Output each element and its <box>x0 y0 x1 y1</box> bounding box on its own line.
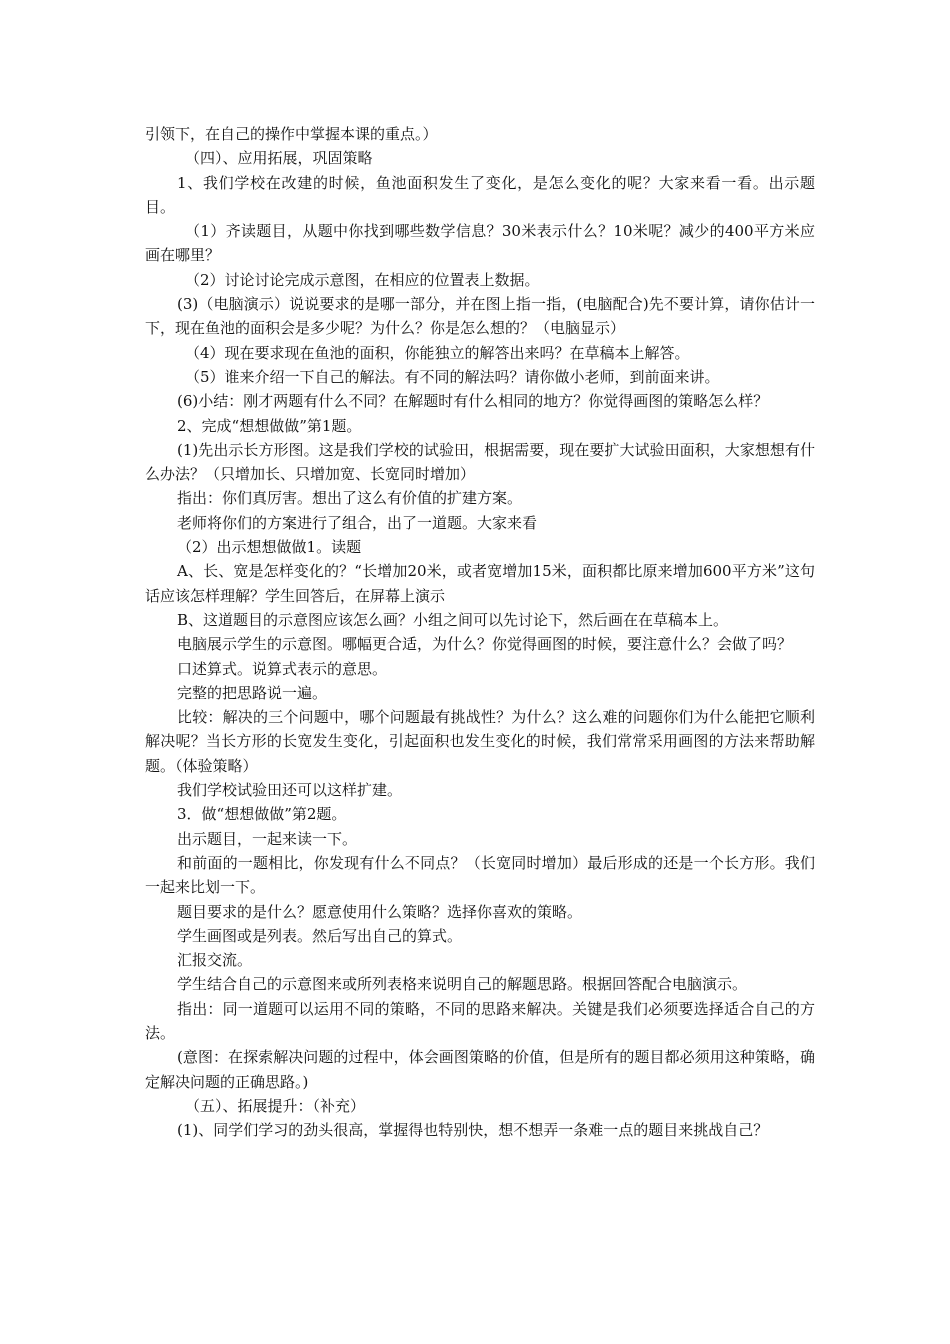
paragraph-item-1: 1、我们学校在改建的时候，鱼池面积发生了变化，是怎么变化的呢？大家来看一看。出示题目。 <box>145 173 815 216</box>
paragraph-item-2-sub-1: (1)先出示长方形图。这是我们学校的试验田，根据需要，现在要扩大试验田面积，大家想想有什么办法？（只增加长、只增加宽、长宽同时增加） <box>145 440 815 484</box>
paragraph-point-out-1: 指出：你们真厉害。想出了这么有价值的扩建方案。 <box>177 489 523 508</box>
paragraph-oral-formula: 口述算式。说算式表示的意思。 <box>177 659 388 678</box>
section-heading-five: （五）、拓展提升：（补充） <box>185 1096 366 1115</box>
paragraph-part-a: A、长、宽是怎样变化的？“长增加20米，或者宽增加15米，面积都比原来增加600平方米”这句话应该怎样理解？学生回答后，在屏幕上演示 <box>145 562 815 605</box>
paragraph-item-2: 2、完成“想想做做”第1题。 <box>177 416 362 435</box>
paragraph-report: 汇报交流。 <box>177 951 253 970</box>
paragraph-explain-thinking: 学生结合自己的示意图来或所列表格来说明自己的解题思路。根据回答配合电脑演示。 <box>177 975 748 994</box>
paragraph-item-3: 3．做“想想做做”第2题。 <box>177 805 347 824</box>
paragraph-compare: 比较：解决的三个问题中，哪个问题最有挑战性？为什么？这么难的问题你们为什么能把它顺利解决呢？当长方形的长宽发生变化，引起面积也发生变化的时候，我们常常采用画图的方法来帮助解题。（体验策略） <box>145 708 815 775</box>
paragraph-requirement: 题目要求的是什么？愿意使用什么策略？选择你喜欢的策略。 <box>177 902 583 921</box>
paragraph-subitem-4: （4）现在要求现在鱼池的面积，你能独立的解答出来吗？在草稿本上解答。 <box>185 343 690 362</box>
paragraph-part-b: B、这道题目的示意图应该怎么画？小组之间可以先讨论下，然后画在在草稿本上。 <box>177 610 729 629</box>
paragraph-difference: 和前面的一题相比，你发现有什么不同点？（长宽同时增加）最后形成的还是一个长方形。我们一起来比划一下。 <box>145 853 815 897</box>
paragraph-full-thinking: 完整的把思路说一遍。 <box>177 683 328 702</box>
paragraph-1: 引领下，在自己的操作中掌握本课的重点。） <box>145 125 438 143</box>
paragraph-item-2-sub-2: （2）出示想想做做1。读题 <box>177 538 362 557</box>
paragraph-point-out-2: 指出：同一道题可以运用不同的策略，不同的思路来解决。关键是我们必须要选择适合自己的方法。 <box>145 999 815 1042</box>
paragraph-challenge: (1)、同学们学习的劲头很高，掌握得也特别快，想不想弄一条难一点的题目来挑战自己？ <box>177 1121 769 1140</box>
paragraph-expand-field: 我们学校试验田还可以这样扩建。 <box>177 781 403 800</box>
paragraph-show-problem: 出示题目，一起来读一下。 <box>177 829 358 848</box>
paragraph-subitem-1: （1）齐读题目，从题中你找到哪些数学信息？30米表示什么？10米呢？减少的400平方米应画在哪里？ <box>145 222 815 265</box>
paragraph-teacher-combine: 老师将你们的方案进行了组合，出了一道题。大家来看 <box>177 513 538 532</box>
paragraph-subitem-2: （2）讨论讨论完成示意图，在相应的位置表上数据。 <box>185 270 540 289</box>
section-heading-four: （四）、应用拓展，巩固策略 <box>185 149 373 168</box>
paragraph-subitem-3: (3)（电脑演示）说说要求的是哪一部分，并在图上指一指，(电脑配合)先不要计算，请你估计一下，现在鱼池的面积会是多少呢？为什么？你是怎么想的？（电脑显示） <box>145 295 815 338</box>
paragraph-subitem-5: （5）谁来介绍一下自己的解法。有不同的解法吗？请你做小老师，到前面来讲。 <box>185 367 720 386</box>
paragraph-computer-show: 电脑展示学生的示意图。哪幅更合适，为什么？你觉得画图的时候，要注意什么？会做了吗？ <box>177 635 793 654</box>
paragraph-subitem-6: (6)小结：刚才两题有什么不同？在解题时有什么相同的地方？你觉得画图的策略怎么样？ <box>177 392 769 411</box>
document-body <box>145 122 815 1142</box>
paragraph-draw-or-table: 学生画图或是列表。然后写出自己的算式。 <box>177 926 463 945</box>
paragraph-intent: (意图：在探索解决问题的过程中，体会画图策略的价值，但是所有的题目都必须用这种策略，确定解决问题的正确思路。) <box>145 1048 815 1091</box>
